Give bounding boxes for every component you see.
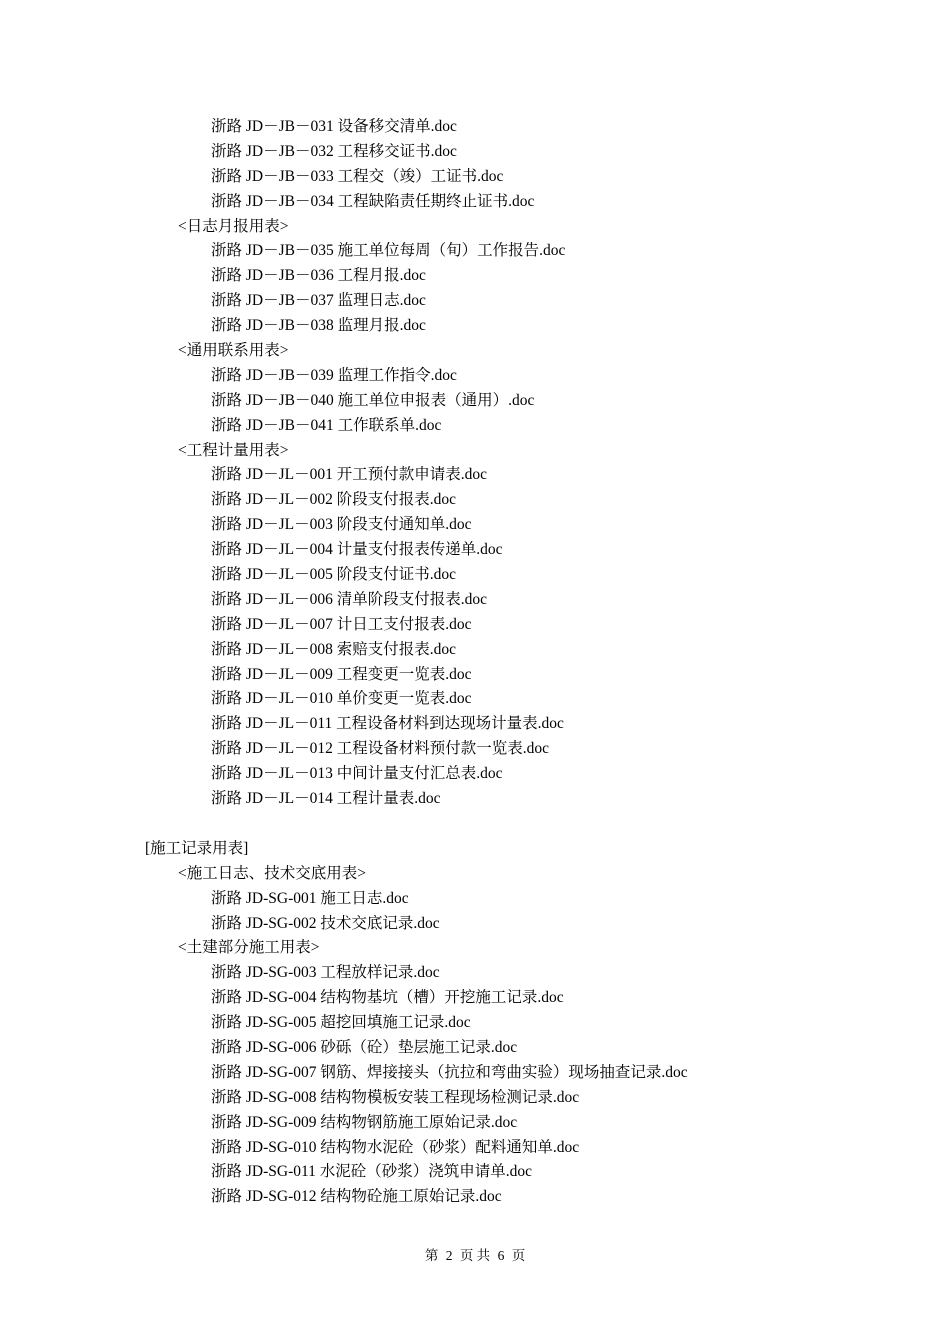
file-entry: 浙路 JD－JL－009 工程变更一览表.doc: [211, 665, 472, 683]
file-entry: 浙路 JD－JB－033 工程交（竣）工证书.doc: [211, 167, 504, 185]
file-entry: 浙路 JD－JL－008 索赔支付报表.doc: [211, 640, 456, 658]
file-entry: 浙路 JD－JL－011 工程设备材料到达现场计量表.doc: [211, 715, 564, 733]
file-entry: 浙路 JD-SG-006 砂砾（砼）垫层施工记录.doc: [211, 1038, 518, 1056]
file-entry: 浙路 JD－JL－005 阶段支付证书.doc: [211, 566, 456, 584]
file-list: [0, 115, 950, 1210]
file-entry: 浙路 JD－JL－006 清单阶段支付报表.doc: [211, 590, 487, 608]
file-entry: 浙路 JD－JL－014 工程计量表.doc: [211, 790, 441, 808]
footer-page-number: 2: [445, 1248, 453, 1263]
file-entry: 浙路 JD－JB－034 工程缺陷责任期终止证书.doc: [211, 192, 535, 210]
file-entry: 浙路 JD－JB－038 监理月报.doc: [211, 317, 426, 335]
file-entry: 浙路 JD－JB－031 设备移交清单.doc: [211, 118, 457, 135]
file-entry: 浙路 JD－JB－035 施工单位每周（旬）工作报告.doc: [211, 242, 566, 260]
file-entry: 浙路 JD-SG-011 水泥砼（砂浆）浇筑申请单.doc: [211, 1163, 533, 1181]
file-entry: 浙路 JD-SG-004 结构物基坑（槽）开挖施工记录.doc: [211, 989, 564, 1007]
subsection-heading: <工程计量用表>: [178, 441, 289, 459]
file-entry: 浙路 JD－JL－002 阶段支付报表.doc: [211, 491, 456, 509]
file-entry: 浙路 JD-SG-008 结构物模板安装工程现场检测记录.doc: [211, 1088, 580, 1106]
subsection-heading: <土建部分施工用表>: [178, 939, 320, 957]
file-entry: 浙路 JD-SG-002 技术交底记录.doc: [211, 914, 440, 932]
file-entry: 浙路 JD－JB－041 工作联系单.doc: [211, 416, 442, 434]
subsection-heading: <通用联系用表>: [178, 342, 289, 360]
subsection-heading: <施工日志、技术交底用表>: [178, 864, 366, 882]
file-entry: 浙路 JD－JB－032 工程移交证书.doc: [211, 142, 457, 160]
file-entry: 浙路 JD－JB－039 监理工作指令.doc: [211, 366, 457, 384]
file-entry: 浙路 JD－JB－037 监理日志.doc: [211, 292, 426, 310]
file-entry: 浙路 JD－JL－007 计日工支付报表.doc: [211, 615, 472, 633]
subsection-heading: <日志月报用表>: [178, 217, 289, 235]
file-entry: 浙路 JD－JB－040 施工单位申报表（通用）.doc: [211, 391, 535, 409]
file-entry: 浙路 JD－JL－013 中间计量支付汇总表.doc: [211, 765, 503, 783]
file-entry: 浙路 JD－JL－001 开工预付款申请表.doc: [211, 466, 487, 484]
footer-total-pages: 6: [497, 1248, 505, 1263]
file-entry: 浙路 JD-SG-010 结构物水泥砼（砂浆）配料通知单.doc: [211, 1138, 580, 1156]
file-entry: 浙路 JD-SG-012 结构物砼施工原始记录.doc: [211, 1188, 502, 1206]
section-heading: [施工记录用表]: [145, 839, 249, 857]
footer-prefix: 第: [424, 1248, 439, 1263]
file-entry: 浙路 JD-SG-001 施工日志.doc: [211, 889, 409, 907]
file-entry: 浙路 JD-SG-007 钢筋、焊接接头（抗拉和弯曲实验）现场抽查记录.doc: [211, 1063, 688, 1081]
file-entry: 浙路 JD－JL－004 计量支付报表传递单.doc: [211, 541, 503, 559]
page-footer: [0, 1246, 950, 1266]
footer-suffix: 页: [511, 1248, 526, 1263]
footer-mid: 页 共: [459, 1248, 491, 1263]
file-entry: 浙路 JD-SG-003 工程放样记录.doc: [211, 964, 440, 982]
file-entry: 浙路 JD-SG-005 超挖回填施工记录.doc: [211, 1014, 471, 1032]
file-entry: 浙路 JD－JL－003 阶段支付通知单.doc: [211, 516, 472, 534]
blank-line: [0, 812, 950, 837]
file-entry: 浙路 JD－JB－036 工程月报.doc: [211, 267, 426, 285]
file-entry: 浙路 JD-SG-009 结构物钢筋施工原始记录.doc: [211, 1113, 518, 1131]
file-entry: 浙路 JD－JL－012 工程设备材料预付款一览表.doc: [211, 740, 549, 758]
file-entry: 浙路 JD－JL－010 单价变更一览表.doc: [211, 690, 472, 708]
